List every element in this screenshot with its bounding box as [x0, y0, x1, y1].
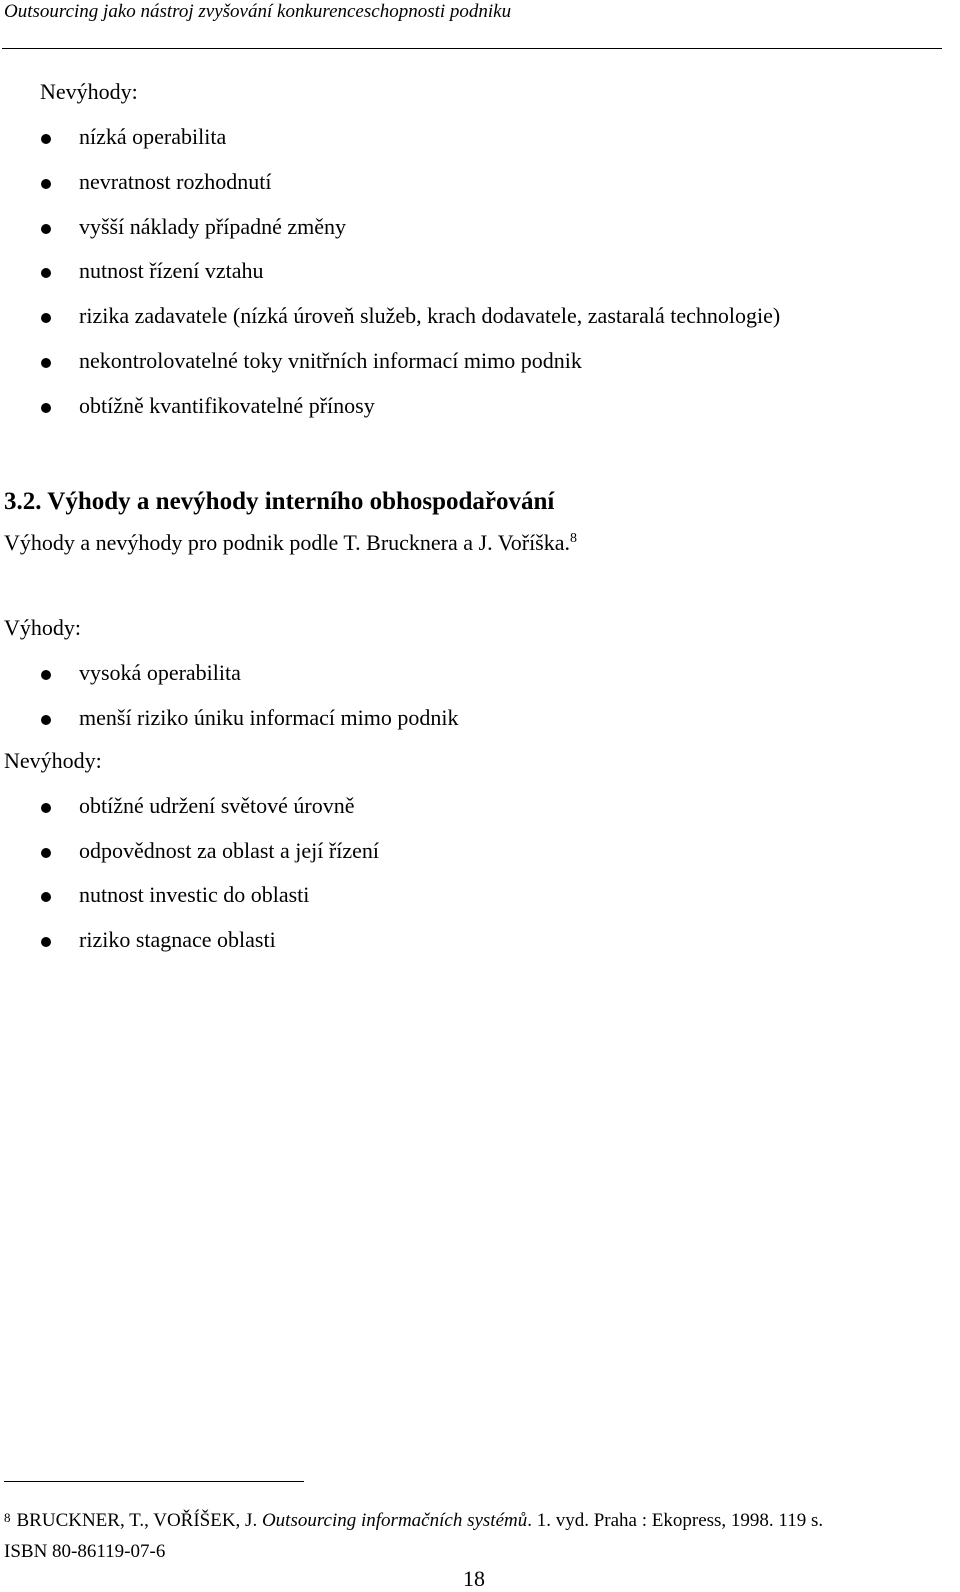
- bullet-icon: [41, 670, 51, 680]
- disadvantages-label-top: Nevýhody:: [40, 79, 138, 104]
- list-item-text: nízká operabilita: [79, 124, 227, 149]
- section-heading: 3.2. Výhody a nevýhody interního obhospodařování: [4, 488, 555, 515]
- list-item-text: vysoká operabilita: [79, 660, 241, 685]
- footnote-mark: 8: [4, 1510, 11, 1525]
- bullet-icon: [41, 224, 51, 234]
- bullet-icon: [41, 848, 51, 858]
- list-item-text: menší riziko úniku informací mimo podnik: [79, 705, 459, 730]
- list-item: [0, 392, 940, 436]
- list-item: [0, 881, 940, 925]
- list-item-text: obtížné udržení světové úrovně: [79, 793, 355, 818]
- list-item-text: rizika zadavatele (nízká úroveň služeb, krach dodavatele, zastaralá technologie): [79, 303, 781, 328]
- list-item: [0, 123, 940, 167]
- list-item: [0, 926, 940, 970]
- list-item: [0, 257, 940, 301]
- list-item-text: obtížně kvantifikovatelné přínosy: [79, 393, 375, 418]
- list-item-text: riziko stagnace oblasti: [79, 927, 276, 952]
- advantages-label: Výhody:: [4, 615, 81, 640]
- list-item: [0, 213, 940, 257]
- list-item-text: nutnost řízení vztahu: [79, 258, 264, 283]
- intro-text: Výhody a nevýhody pro podnik podle T. Brucknera a J. Voříška.: [4, 530, 571, 555]
- list-item: [0, 347, 940, 391]
- footnote-authors: BRUCKNER, T., VOŘÍŠEK, J.: [16, 1510, 258, 1531]
- bullet-icon: [41, 937, 51, 947]
- bullet-icon: [41, 313, 51, 323]
- list-item: [0, 837, 940, 881]
- footnote: [4, 1509, 823, 1533]
- list-item: [0, 302, 940, 346]
- list-item-text: odpovědnost za oblast a její řízení: [79, 838, 379, 863]
- page-header: [2, 0, 942, 49]
- list-item-text: nevratnost rozhodnutí: [79, 169, 272, 194]
- footnote-details: . 1. vyd. Praha : Ekopress, 1998. 119 s.: [527, 1510, 824, 1531]
- bullet-icon: [41, 403, 51, 413]
- footnote-divider: [4, 1481, 304, 1482]
- list-item-text: nutnost investic do oblasti: [79, 882, 310, 907]
- list-item: [0, 168, 940, 212]
- header-title: Outsourcing jako nástroj zvyšování konkurenceschopnosti podniku: [4, 1, 512, 22]
- list-item: [0, 792, 940, 836]
- disadvantages-label: Nevýhody:: [4, 748, 102, 773]
- bullet-icon: [41, 358, 51, 368]
- footnote-ref: 8: [570, 531, 578, 546]
- footnote-title: Outsourcing informačních systémů: [261, 1510, 528, 1531]
- list-item: [0, 659, 940, 703]
- footnote-isbn: ISBN 80-86119-07-6: [4, 1541, 166, 1562]
- bullet-icon: [41, 892, 51, 902]
- list-item-text: vyšší náklady případné změny: [79, 214, 346, 239]
- list-item-text: nekontrolovatelné toky vnitřních informací mimo podnik: [79, 348, 582, 373]
- bullet-icon: [41, 715, 51, 725]
- bullet-icon: [41, 179, 51, 189]
- intro-paragraph: [4, 529, 577, 557]
- page-number: 18: [463, 1566, 485, 1591]
- bullet-icon: [41, 268, 51, 278]
- bullet-icon: [41, 803, 51, 813]
- list-item: [0, 704, 940, 748]
- bullet-icon: [41, 134, 51, 144]
